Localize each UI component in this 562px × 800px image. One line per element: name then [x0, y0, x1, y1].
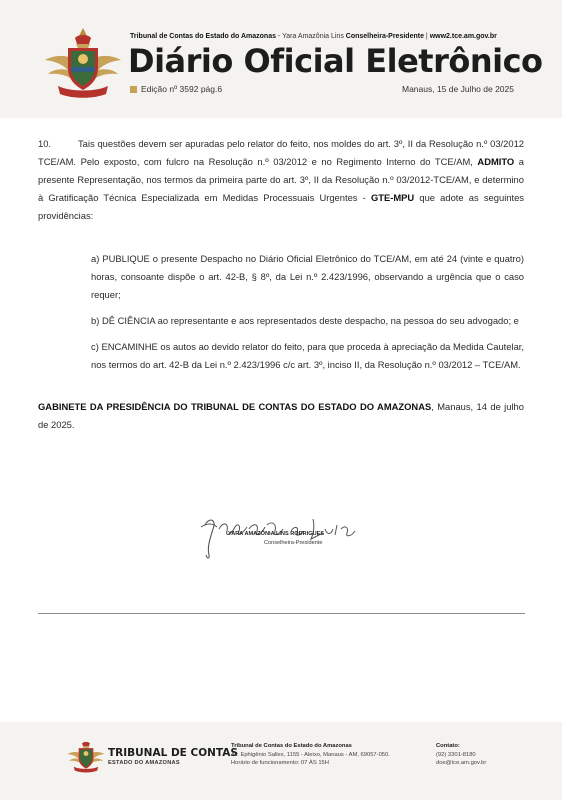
- closing-place-date: , Manaus, 14 de julho de 2025.: [38, 401, 524, 430]
- signatory-name: YARA AMAZÔNIA LINS RODRIGUES: [228, 531, 325, 537]
- paragraph-number: 10.: [38, 138, 52, 149]
- determinations-list: [38, 250, 524, 374]
- masthead-title: Diário Oficial Eletrônico: [128, 42, 543, 80]
- footer-org-subtitle: ESTADO DO AMAZONAS: [108, 760, 180, 766]
- footer-email-link[interactable]: doe@tce.am.gov.br: [436, 760, 487, 767]
- closing-paragraph: [38, 398, 524, 434]
- footer-phone[interactable]: (92) 3301-8180: [436, 751, 476, 758]
- list-item: b) DÊ CIÊNCIA ao representante e aos representados deste despacho, na pessoa do seu advogado; e: [91, 315, 519, 326]
- document-body: [38, 135, 524, 434]
- handwritten-signature: [195, 513, 375, 563]
- footer-contact-block: [436, 742, 486, 768]
- edition-info: [130, 84, 222, 94]
- header-org-name: Tribunal de Contas do Estado do Amazonas: [130, 33, 276, 40]
- paragraph-10: [38, 135, 524, 225]
- footer-hours: Horário de funcionamento: 07 ÀS 15H: [231, 760, 329, 767]
- list-item: a) PUBLIQUE o presente Despacho no Diário Oficial Eletrônico do TCE/AM, em até 24 (vinte e quatro) horas, consoante dispõe o art. 42-B, § 8º, da Lei n.º 2.423/1996, observando a urgência que o caso requer;: [91, 253, 524, 300]
- footer-address-line: Av. Ephigênio Salles, 1155 - Aleixo, Manaus - AM, 69057-050.: [231, 751, 390, 758]
- closing-office-name: GABINETE DA PRESIDÊNCIA DO TRIBUNAL DE CONTAS DO ESTADO DO AMAZONAS: [38, 401, 432, 412]
- edition-number: Edição nº 3592 pág.6: [141, 84, 223, 94]
- header-separator: - Yara Amazônia Lins: [275, 33, 346, 40]
- footer-contact-title: Contato:: [436, 743, 460, 749]
- footer-address-title: Tribunal de Contas do Estado do Amazonas: [231, 743, 352, 749]
- footer-address-block: [231, 742, 390, 768]
- paragraph-text-3: que adote as seguintes providências:: [38, 192, 524, 221]
- header-role: Conselheira-Presidente: [345, 33, 424, 40]
- footer-org-name: TRIBUNAL DE CONTAS: [108, 747, 238, 759]
- paragraph-text-2: a presente Representação, nos termos da primeira parte do art. 3º, II da Resolução n.º 03/2012-TCE/AM, e determino à Gratificação Técnica Especializada em Medidas Processuais Urgentes -: [38, 156, 524, 203]
- header-separator: |: [423, 33, 430, 40]
- gte-mpu-keyword: GTE-MPU: [370, 192, 415, 203]
- header-website-link[interactable]: www2.tce.am.gov.br: [429, 33, 497, 40]
- tce-crest-logo-icon: [42, 24, 124, 100]
- footer-crest-logo-icon: [66, 736, 106, 774]
- signatory-role: Conselheira-Presidente: [264, 540, 323, 546]
- header-top-line: [130, 33, 497, 40]
- list-item: c) ENCAMINHE os autos ao devido relator do feito, para que proceda à apreciação da Medida Cautelar, nos termos do art. 42-B da Lei n.º 2.423/1996 c/c art. 3º, inciso II, da Resolução n.º 03/2012 – TCE/AM.: [91, 341, 524, 370]
- publication-date: Manaus, 15 de Julho de 2025: [401, 84, 514, 94]
- paragraph-text-1: Tais questões devem ser apuradas pelo relator do feito, nos moldes do art. 3º, II da Resolução n.º 03/2012 TCE/AM. Pelo exposto, com fulcro na Resolução n.º 03/2012 e no Regimento Interno do TCE/AM,: [38, 138, 524, 167]
- edition-square-icon: [130, 86, 137, 93]
- divider: [38, 613, 525, 614]
- admito-keyword: ADMITO: [477, 156, 515, 167]
